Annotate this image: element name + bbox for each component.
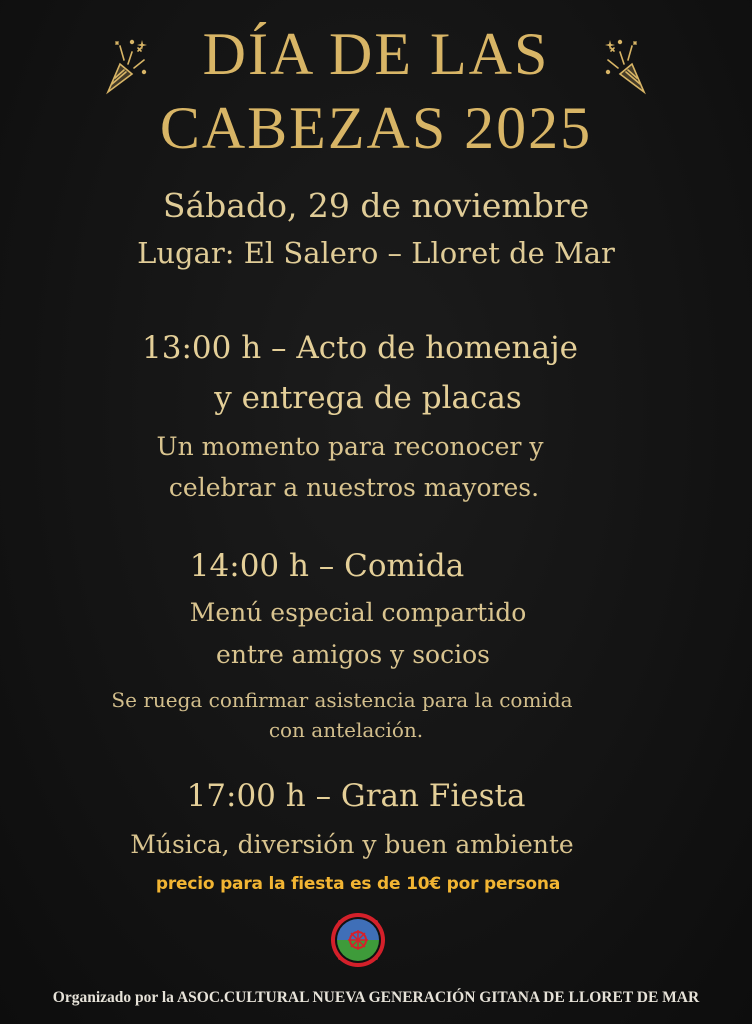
rsvp-note-cont: con antelación. <box>268 718 424 742</box>
event-heading-fiesta: 17:00 h – Gran Fiesta <box>186 778 526 814</box>
event-heading-homenaje-cont: y entrega de placas <box>214 380 522 416</box>
event-description-homenaje-cont: celebrar a nuestros mayores. <box>168 473 540 502</box>
party-price: precio para la fiesta es de 10€ por persona <box>155 874 561 894</box>
poster-title-line1: DÍA DE LAS <box>202 21 550 87</box>
event-description-comida-cont: entre amigos y socios <box>216 640 490 669</box>
event-description-fiesta: Música, diversión y buen ambiente <box>130 830 574 859</box>
event-heading-comida: 14:00 h – Comida <box>189 548 465 584</box>
rsvp-note: Se ruega confirmar asistencia para la comida <box>111 688 573 712</box>
organizer-footer: Organizado por la ASOC.CULTURAL NUEVA GENERACIÓN GITANA DE LLORET DE MAR <box>52 989 700 1006</box>
event-place: Lugar: El Salero – Lloret de Mar <box>137 236 615 270</box>
romani-flag-emblem <box>330 912 386 968</box>
event-heading-homenaje: 13:00 h – Acto de homenaje <box>142 330 578 366</box>
event-description-homenaje: Un momento para reconocer y <box>156 432 544 461</box>
event-description-comida: Menú especial compartido <box>189 598 527 627</box>
poster-title-line2: CABEZAS 2025 <box>159 95 593 161</box>
event-date: Sábado, 29 de noviembre <box>162 186 590 225</box>
